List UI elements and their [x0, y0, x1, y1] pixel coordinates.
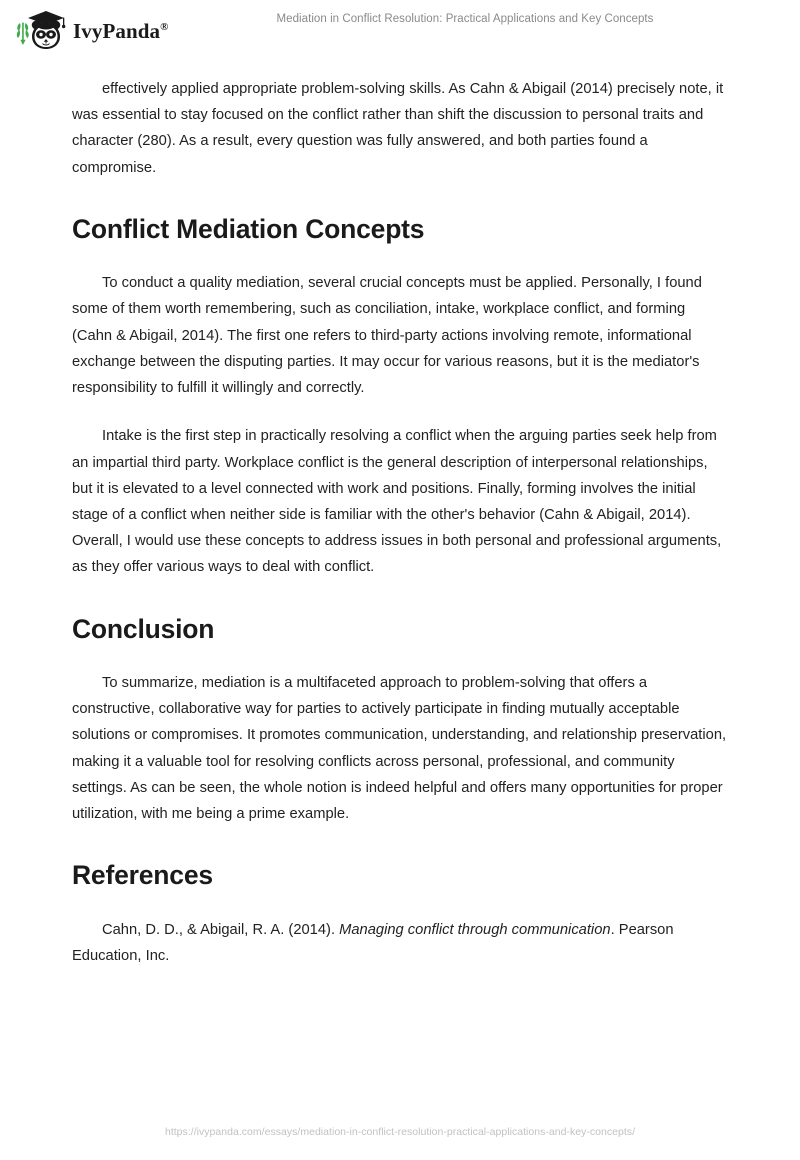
- reference-authors-year: Cahn, D. D., & Abigail, R. A. (2014).: [102, 921, 340, 938]
- paragraph: To conduct a quality mediation, several crucial concepts must be applied. Personally, I found some of them worth remembering, such as conciliation, intake, workplace conflict, and forming (Cahn & Abigail, 2014). The first one refers to third-party actions involving remote, informational exchange between the disputing parties. It may occur for various reasons, but it is the mediator's responsibility to fulfill it willingly and correctly.: [72, 275, 702, 397]
- reference-entry: [72, 917, 729, 969]
- reference-title: Managing conflict through communication: [339, 921, 611, 938]
- document-title: Mediation in Conflict Resolution: Practical Applications and Key Concepts: [276, 13, 654, 25]
- section-heading-conclusion: Conclusion: [72, 613, 215, 644]
- source-url-link[interactable]: https://ivypanda.com/essays/mediation-in-conflict-resolution-practical-applications-and-key-concepts/: [164, 1126, 636, 1138]
- section-heading-references: References: [72, 860, 213, 891]
- registered-trademark-icon: ®: [160, 20, 169, 33]
- page-header: [0, 0, 800, 62]
- paragraph: To summarize, mediation is a multifaceted approach to problem-solving that offers a constructive, collaborative way for parties to actively participate in finding mutually acceptable solutions or compromises. It promotes communication, understanding, and relationship preservation, making it a valuable tool for resolving conflicts across personal, professional, and community settings. As can be seen, the whole notion is indeed helpful and offers many opportunities for proper utilization, with me being a prime example.: [72, 674, 727, 822]
- page-footer: [0, 1126, 800, 1138]
- section-heading-conflict-mediation-concepts: Conflict Mediation Concepts: [72, 213, 425, 244]
- paragraph: Intake is the first step in practically resolving a conflict when the arguing parties seek help from an impartial third party. Workplace conflict is the general description of interpersonal relationships, but it is elevated to a level connected with work and positions. Finally, forming involves the initial stage of a conflict when neither side is familiar with the other's behavior (Cahn & Abigail, 2014). Overall, I would use these concepts to address issues in both personal and professional arguments, as they offer various ways to deal with conflict.: [72, 428, 722, 576]
- continued-paragraph: effectively applied appropriate problem-solving skills. As Cahn & Abigail (2014) precisely note, it was essential to stay focused on the conflict rather than shift the discussion to personal traits and character (280). As a result, every question was fully answered, and both parties found a compromise.: [72, 81, 724, 176]
- brand-name: IvyPanda®: [73, 18, 169, 43]
- reference-publisher: . Pearson Education, Inc.: [72, 921, 674, 964]
- document-body: [72, 76, 729, 969]
